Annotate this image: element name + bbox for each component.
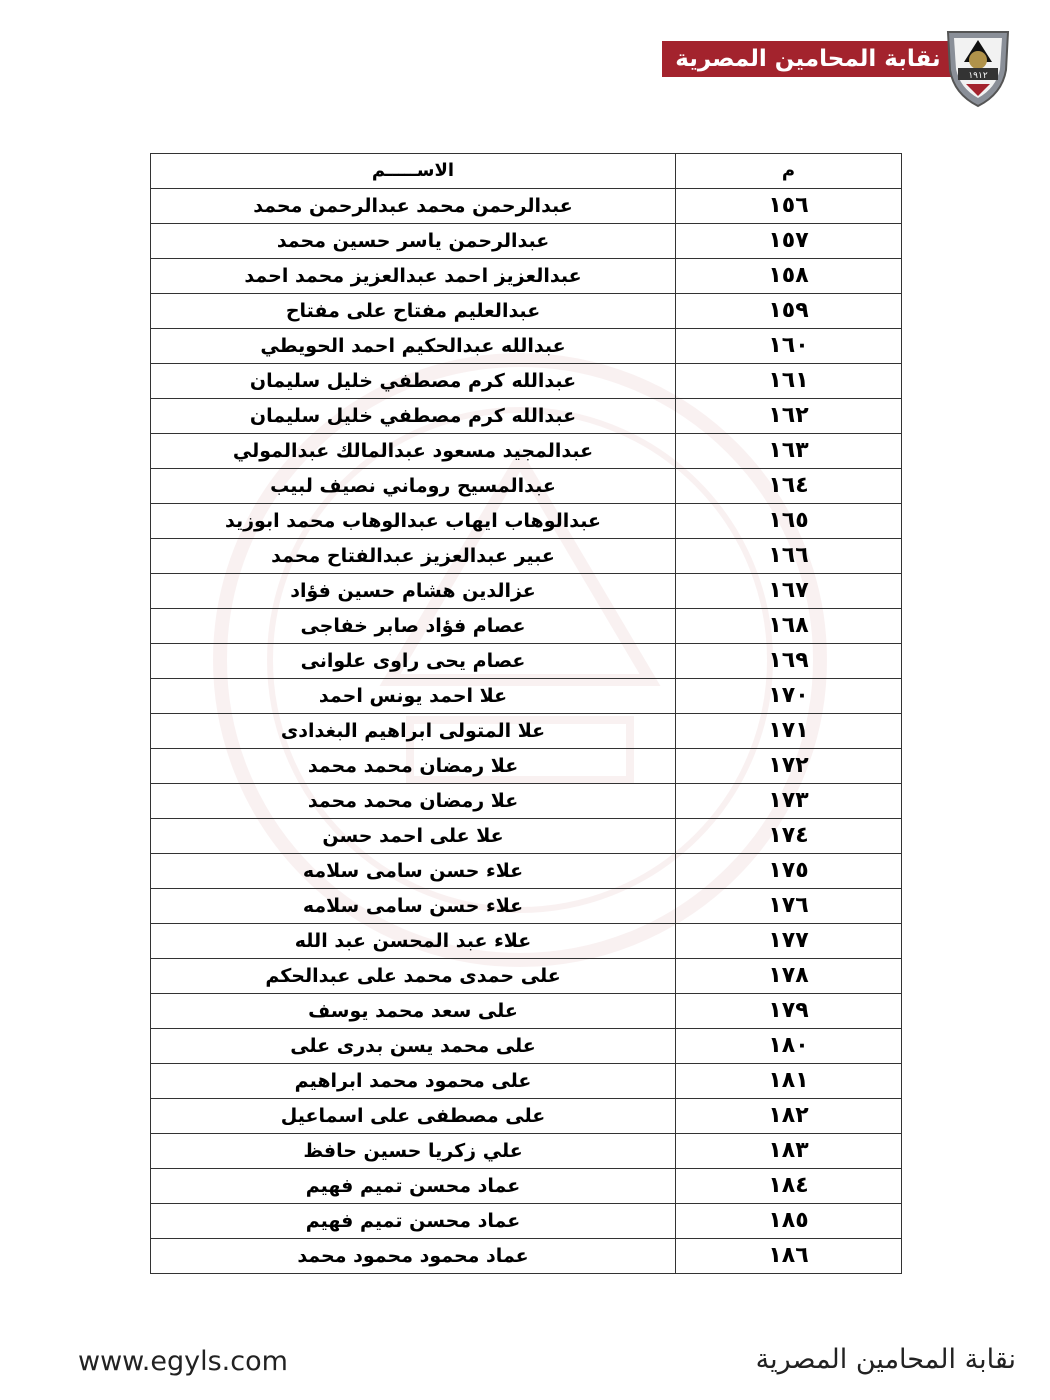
row-number: ١٦٩ [676, 644, 902, 679]
column-header-name: الاســـــم [151, 154, 676, 189]
row-name: عبدالرحمن محمد عبدالرحمن محمد [151, 189, 676, 224]
row-number: ١٦١ [676, 364, 902, 399]
row-number: ١٥٦ [676, 189, 902, 224]
table-row [151, 959, 902, 994]
row-number: ١٨١ [676, 1064, 902, 1099]
row-name: علا المتولى ابراهيم البغدادى [151, 714, 676, 749]
row-number: ١٧٩ [676, 994, 902, 1029]
table-row [151, 294, 902, 329]
row-name: عزالدين هشام حسين فؤاد [151, 574, 676, 609]
footer-org-name: نقابة المحامين المصرية [755, 1344, 1016, 1375]
row-number: ١٦٧ [676, 574, 902, 609]
row-name: علاء عبد المحسن عبد الله [151, 924, 676, 959]
row-number: ١٦٨ [676, 609, 902, 644]
table-row [151, 1064, 902, 1099]
row-name: علي زكريا حسين حافظ [151, 1134, 676, 1169]
table-row [151, 1029, 902, 1064]
row-name: عبدالعليم مفتاح على مفتاح [151, 294, 676, 329]
table-row [151, 714, 902, 749]
row-name: علا على احمد حسن [151, 819, 676, 854]
row-number: ١٨٢ [676, 1099, 902, 1134]
row-number: ١٥٨ [676, 259, 902, 294]
row-name: على مصطفى على اسماعيل [151, 1099, 676, 1134]
table-row [151, 994, 902, 1029]
table-row [151, 504, 902, 539]
row-number: ١٧٧ [676, 924, 902, 959]
row-name: علا رمضان محمد محمد [151, 749, 676, 784]
footer-website: www.egyls.com [78, 1346, 288, 1377]
table-row [151, 399, 902, 434]
table-row [151, 1169, 902, 1204]
table-row [151, 259, 902, 294]
table-row [151, 889, 902, 924]
row-name: عبدالله عبدالحكيم احمد الحويطي [151, 329, 676, 364]
row-name: عصام فؤاد صابر خفاجى [151, 609, 676, 644]
column-header-number: م [676, 154, 902, 189]
table-row [151, 784, 902, 819]
row-name: عصام يحى راوى علوانى [151, 644, 676, 679]
row-number: ١٧٥ [676, 854, 902, 889]
row-number: ١٧٣ [676, 784, 902, 819]
table-row [151, 1134, 902, 1169]
row-number: ١٦٠ [676, 329, 902, 364]
table-row [151, 819, 902, 854]
row-name: علاء حسن سامى سلامه [151, 889, 676, 924]
row-name: عماد محسن تميم فهيم [151, 1204, 676, 1239]
table-row [151, 434, 902, 469]
row-number: ١٧٢ [676, 749, 902, 784]
row-number: ١٨٣ [676, 1134, 902, 1169]
table-row [151, 224, 902, 259]
row-number: ١٥٩ [676, 294, 902, 329]
row-name: على محمد يسن بدرى على [151, 1029, 676, 1064]
table-row [151, 644, 902, 679]
row-number: ١٨٤ [676, 1169, 902, 1204]
row-number: ١٨٥ [676, 1204, 902, 1239]
table-row [151, 364, 902, 399]
table-row [151, 679, 902, 714]
names-table [150, 153, 902, 1274]
table-row [151, 1239, 902, 1274]
row-name: عبدالله كرم مصطفي خليل سليمان [151, 364, 676, 399]
row-name: علاء حسن سامى سلامه [151, 854, 676, 889]
row-number: ١٦٥ [676, 504, 902, 539]
table-header-row [151, 154, 902, 189]
table-row [151, 749, 902, 784]
table-row [151, 1204, 902, 1239]
table-row [151, 924, 902, 959]
row-name: عماد محمود محمود محمد [151, 1239, 676, 1274]
table-row [151, 609, 902, 644]
table-row [151, 329, 902, 364]
row-name: على حمدى محمد على عبدالحكم [151, 959, 676, 994]
row-name: على سعد محمد يوسف [151, 994, 676, 1029]
row-name: علا احمد يونس احمد [151, 679, 676, 714]
table-row [151, 1099, 902, 1134]
row-name: عبدالوهاب ايهاب عبدالوهاب محمد ابوزيد [151, 504, 676, 539]
row-number: ١٦٢ [676, 399, 902, 434]
row-number: ١٦٦ [676, 539, 902, 574]
row-number: ١٧٤ [676, 819, 902, 854]
row-name: عبدالمجيد مسعود عبدالمالك عبدالمولي [151, 434, 676, 469]
row-number: ١٧٠ [676, 679, 902, 714]
row-name: علا رمضان محمد محمد [151, 784, 676, 819]
row-name: عبدالعزيز احمد عبدالعزيز محمد احمد [151, 259, 676, 294]
row-number: ١٨٠ [676, 1029, 902, 1064]
header-title: نقابة المحامين المصرية [662, 41, 954, 77]
row-number: ١٥٧ [676, 224, 902, 259]
row-name: عبدالله كرم مصطفي خليل سليمان [151, 399, 676, 434]
table-row [151, 854, 902, 889]
row-name: عبدالرحمن ياسر حسين محمد [151, 224, 676, 259]
row-name: عبدالمسيح روماني نصيف لبيب [151, 469, 676, 504]
row-name: عماد محسن تميم فهيم [151, 1169, 676, 1204]
row-number: ١٧٦ [676, 889, 902, 924]
row-number: ١٧٨ [676, 959, 902, 994]
table-row [151, 574, 902, 609]
row-number: ١٧١ [676, 714, 902, 749]
row-name: عبير عبدالعزيز عبدالفتاح محمد [151, 539, 676, 574]
table-row [151, 189, 902, 224]
row-number: ١٦٤ [676, 469, 902, 504]
row-number: ١٨٦ [676, 1239, 902, 1274]
logo-year: ١٩١٢ [968, 71, 988, 81]
table-row [151, 539, 902, 574]
row-number: ١٦٣ [676, 434, 902, 469]
row-name: على محمود محمد ابراهيم [151, 1064, 676, 1099]
table-row [151, 469, 902, 504]
syndicate-logo [944, 26, 1012, 108]
